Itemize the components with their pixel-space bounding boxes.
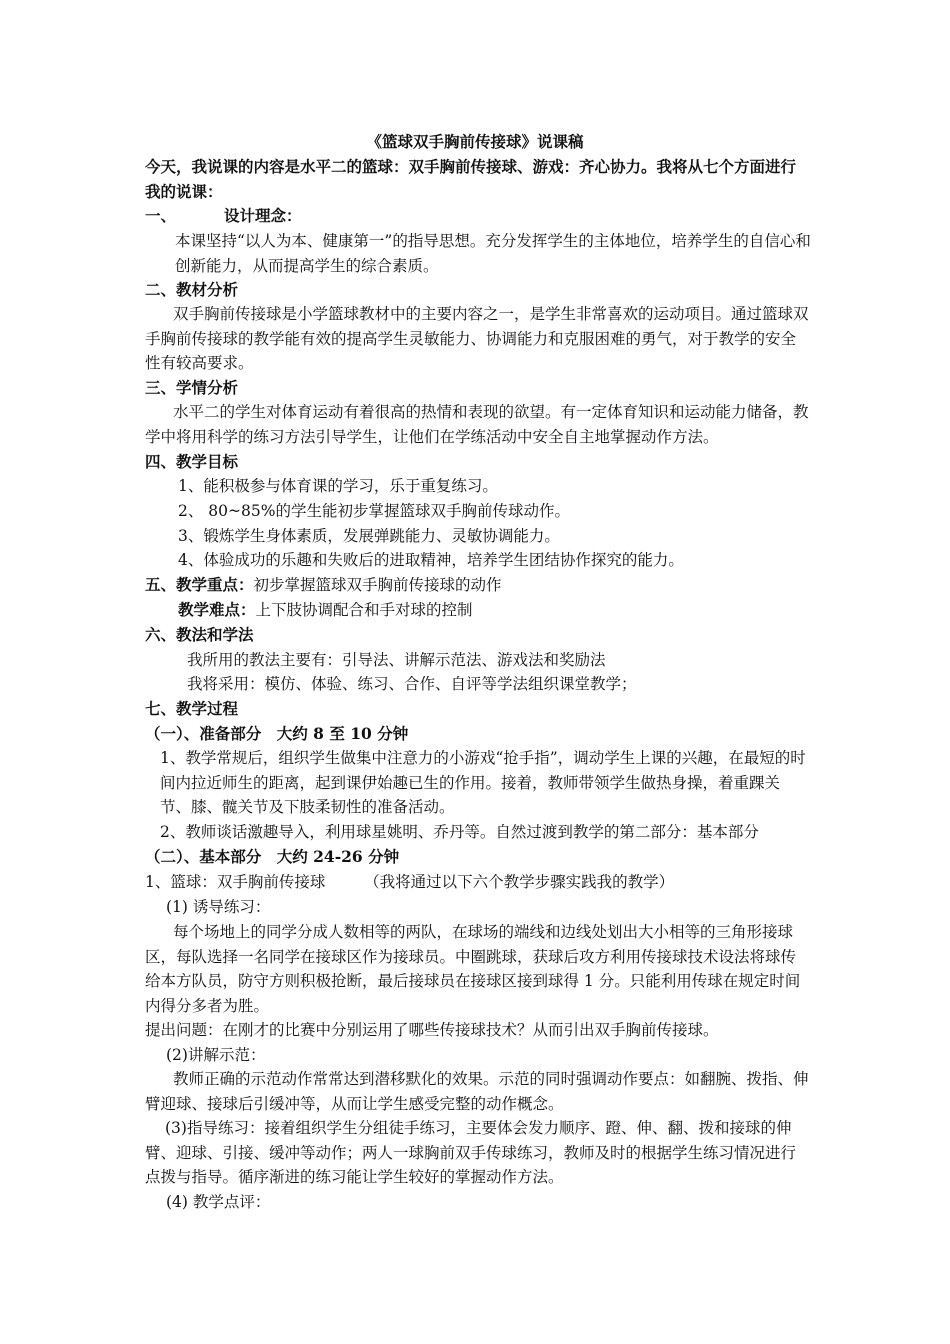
section-5-key-point <box>145 573 810 598</box>
document-title: 《篮球双手胸前传接球》说课稿 <box>366 132 584 151</box>
section-4-heading: 四、教学目标 <box>145 452 239 471</box>
goal-item-4: 4、体验成功的乐趣和失败后的进取精神，培养学生团结协作探究的能力。 <box>178 551 684 569</box>
goal-item-2: 2、 80~85%的学生能初步掌握篮球双手胸前传球动作。 <box>178 502 570 520</box>
section-1-heading <box>145 204 810 229</box>
difficulty-text: 上下肢协调配合和手对球的控制 <box>255 601 473 619</box>
section-1-title: 设计理念： <box>224 206 302 225</box>
step-1-text: 每个场地上的同学分成人数相等的两队，在球场的端线和边线处划出大小相等的三角形接球区，每队选择一名同学在接球区作为接球员。中圈跳球，获球后攻方利用传接球技术设法将球传给本方队员，防守方则积极抢断，最后接球员在接球区接到球得 1 分。只能利用传球在规定时间内得分多者为胜。 <box>145 923 801 1015</box>
intro-paragraph: 今天，我说课的内容是水平二的篮球：双手胸前传接球、游戏：齐心协力。我将从七个方面进行我的说课： <box>145 157 797 201</box>
step-2-text: 教师正确的示范动作常常达到潜移默化的效果。示范的同时强调动作要点：如翻腕、拨指、伸臂迎球、接球后引缓冲等，从而让学生感受完整的动作概念。 <box>145 1070 809 1113</box>
question-line: 提出问题：在刚才的比赛中分别运用了哪些传接球技术？从而引出双手胸前传接球。 <box>145 1021 719 1039</box>
goal-item-1: 1、能积极参与体育课的学习，乐于重复练习。 <box>178 477 498 495</box>
section-6-line-1: 我所用的教法主要有：引导法、讲解示范法、游戏法和奖励法 <box>187 651 606 669</box>
key-point-label: 五、教学重点： <box>145 575 254 594</box>
section-1-number: 一、 <box>145 206 177 225</box>
section-3-heading: 三、学情分析 <box>145 378 239 397</box>
step-3-text: (3)指导练习：接着组织学生分组徒手练习，主要体会发力顺序、蹬、伸、翻、拨和接球的伸臂、迎球、引接、缓冲等动作；两人一球胸前双手传球练习，教师及时的根据学生练习情况进行点拨与指导。循序渐进的练习能让学生较好的掌握动作方法。 <box>145 1119 797 1186</box>
section-2-text: 双手胸前传接球是小学篮球教材中的主要内容之一，是学生非常喜欢的运动项目。通过篮球双手胸前传接球的教学能有效的提高学生灵敏能力、协调能力和克服困难的勇气，对于教学的安全性有较高要求。 <box>145 305 809 372</box>
section-6-heading: 六、教法和学法 <box>145 625 254 644</box>
section-5-difficulty <box>178 598 808 623</box>
step-2-label: (2)讲解示范： <box>166 1046 266 1064</box>
key-point-text: 初步掌握篮球双手胸前传接球的动作 <box>253 576 502 594</box>
difficulty-label: 教学难点： <box>178 600 256 619</box>
section-2-heading: 二、教材分析 <box>145 280 239 299</box>
goal-item-3: 3、锻炼学生身体素质，发展弹跳能力、灵敏协调能力。 <box>178 527 560 545</box>
section-6-line-2: 我将采用：模仿、体验、练习、合作、自评等学法组织课堂教学； <box>187 675 637 693</box>
section-3-text: 水平二的学生对体育运动有着很高的热情和表现的欲望。有一定体育知识和运动能力储备，教学中将用科学的练习方法引导学生，让他们在学练活动中安全自主地掌握动作方法。 <box>145 403 809 446</box>
part-1-paragraph-1-text: 1、教学常规后，组织学生做集中注意力的小游戏“抢手指”，调动学生上课的兴趣，在最短的时间内拉近师生的距离，起到课伊始趣已生的作用。接着，教师带领学生做热身操，着重踝关节、膝、髋关节及下肢柔韧性的准备活动。 <box>160 749 806 816</box>
step-1-label: (1) 诱导练习： <box>166 898 271 916</box>
step-4-label: (4) 教学点评： <box>166 1193 271 1211</box>
part-1-paragraph-1 <box>160 746 810 820</box>
part-2-line-1: 1、篮球：双手胸前传接球 （我将通过以下六个教学步骤实践我的教学） <box>145 873 675 891</box>
section-7-heading: 七、教学过程 <box>145 699 239 718</box>
part-2-heading: （二）、基本部分 大约 24-26 分钟 <box>145 847 400 866</box>
part-1-paragraph-2: 2、教师谈话激趣导入，利用球星姚明、乔丹等。自然过渡到教学的第二部分：基本部分 <box>160 823 759 841</box>
section-1-text: 本课坚持“以人为本、健康第一”的指导思想。充分发挥学生的主体地位，培养学生的自信心和创新能力，从而提高学生的综合素质。 <box>175 232 811 275</box>
part-1-heading: （一）、准备部分 大约 8 至 10 分钟 <box>145 724 409 743</box>
